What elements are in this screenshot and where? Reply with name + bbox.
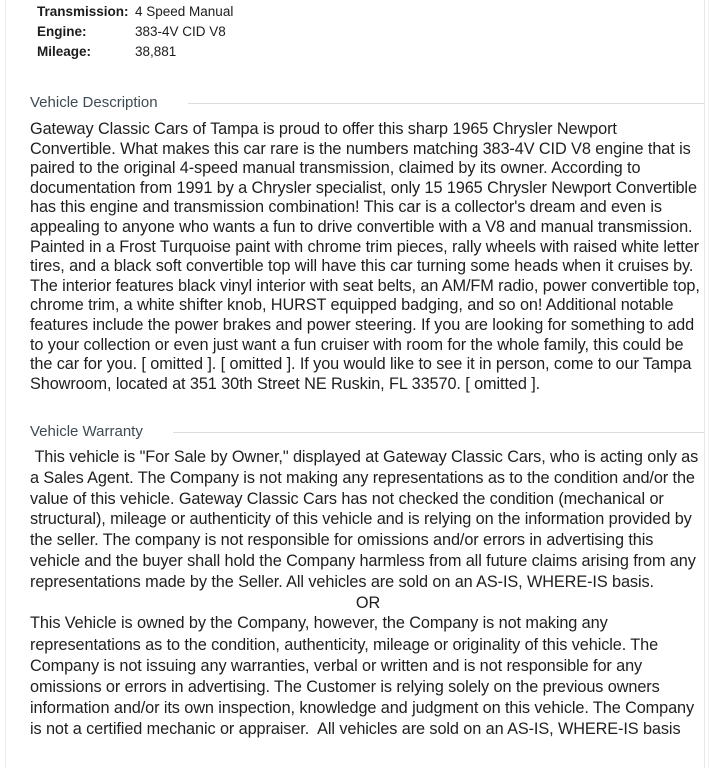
spec-row-transmission: [37, 1, 233, 21]
warranty-paragraph-1: This vehicle is "For Sale by Owner," displayed at Gateway Classic Cars, who is acting only as a Sales Agent. The Company is not making any representations as to the condition and/or the value of this vehicle. Gateway Classic Cars has not checked the condition (mechanical or structural), mileage or authenticity of this vehicle and is relying on the information provided by the seller. The company is not responsible for omissions and/or errors in advertising this vehicle and the buyer shall hold the Company harmless from all future claims arising from any representations made by the Seller. All vehicles are sold on an AS-IS, WHERE-IS basis.: [30, 448, 703, 591]
page-edge-line-right-outer: [708, 0, 709, 768]
vehicle-warranty-heading: Vehicle Warranty: [30, 422, 143, 440]
spec-value-mileage: 38,881: [135, 43, 177, 59]
vehicle-specs-table: [37, 1, 233, 61]
vehicle-warranty-heading-row: [30, 422, 704, 440]
or-separator: OR: [355, 593, 381, 612]
warranty-paragraph-2: This Vehicle is owned by the Company, however, the Company is not making any representations as to the condition, authenticity, mileage or originality of this vehicle. The Company is not issuing any warranties, verbal or written and is not responsible for any omissions or errors in advertising. The Customer is relying solely on the previous owners information and/or its own inspection, knowledge and judgment on this vehicle. The Company is not a certified mechanic or appraiser. All vehicles are sold on an AS-IS, WHERE-IS basis: [30, 614, 699, 739]
heading-rule-line: [188, 103, 704, 104]
spec-label-transmission: Transmission:: [37, 3, 129, 19]
page-edge-line-left: [5, 0, 6, 768]
spec-value-transmission: 4 Speed Manual: [135, 3, 234, 19]
spec-row-mileage: [37, 41, 233, 61]
vehicle-description-heading: Vehicle Description: [30, 93, 158, 111]
vehicle-description-heading-row: [30, 93, 704, 111]
spec-label-engine: Engine:: [37, 23, 87, 39]
vehicle-description-text: Gateway Classic Cars of Tampa is proud to offer this sharp 1965 Chrysler Newport Convertible. What makes this car rare is the numbers matching 383-4V CID V8 engine that is paired to the original 4-speed manual transmission, claimed by its owner. According to documentation from 1991 by a Chrysler specialist, only 15 1965 Chrysler Newport Convertible has this engine and transmission combination! This car is a collector's dream and even is appealing to anyone who wants a fun to drive convertible with a V8 and manual transmission. Painted in a Frost Turquoise paint with chrome trim pieces, rally wheels with raised white letter tires, and a black soft convertible top will have this car turning some heads when it cruises by. The interior features black vinyl interior with seat belts, an AM/FM radio, power convertible top, chrome trim, a white shifter knob, HURST equipped badging, and so on! Additional notable features include the power brakes and power steering. If you are looking for something to add to your collection or even just want a fun cruiser with room for the whole family, this could be the car for you. [ omitted ]. [ omitted ]. If you would like to see it in person, come to our Tampa Showroom, located at 351 30th Street NE Ruskin, FL 33570. [ omitted ].: [30, 120, 700, 393]
spec-value-engine: 383-4V CID V8: [135, 23, 226, 39]
spec-label-mileage: Mileage:: [37, 43, 92, 59]
heading-rule-line: [173, 432, 704, 433]
vehicle-warranty-text: [30, 447, 706, 741]
spec-row-engine: [37, 21, 233, 41]
